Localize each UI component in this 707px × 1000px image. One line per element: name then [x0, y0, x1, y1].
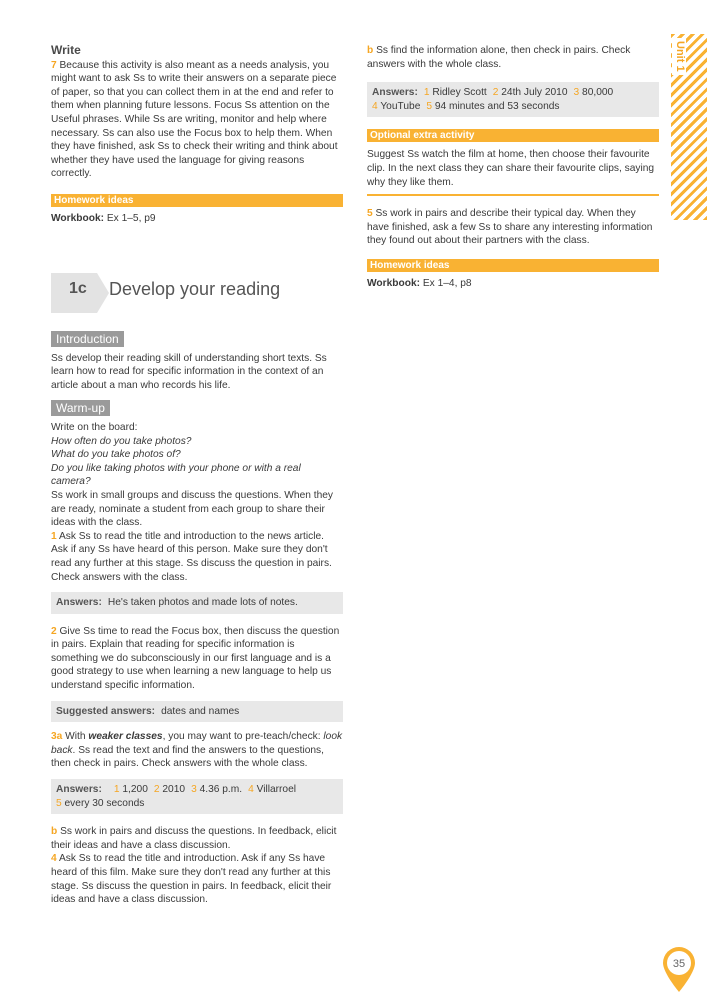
exercise-b: b Ss find the information alone, then check in pairs. Check answers with the whole class.: [367, 45, 631, 70]
map-pin-icon: [661, 945, 697, 993]
warmup-text: Ss work in small groups and discuss the questions. When they are ready, nominate a student from each group to share their ideas with the class.: [51, 489, 333, 529]
answer-box-1: Answers: He's taken photos and made lots of notes.: [51, 592, 343, 614]
warmup-question: Do you like taking photos with your phone or with a real camera?: [51, 462, 301, 488]
workbook-line: Workbook: Ex 1–4, p8: [367, 277, 472, 289]
unit-label: Unit 1: [672, 38, 688, 98]
answer-box-right: Answers: 1 Ridley Scott 2 24th July 2010 3 80,000 4 YouTube 5 94 minutes and 53 seconds: [367, 82, 659, 117]
answer-box-2: Suggested answers: dates and names: [51, 701, 343, 723]
lesson-heading: [51, 273, 351, 313]
warmup-lead: Write on the board:: [51, 421, 138, 433]
left-column: [51, 44, 343, 226]
exercise-4: 4 Ask Ss to read the title and introduction. Ask if any Ss have heard of this film. Make sure they don't read any further at this stage. Ss discuss the question in pairs. In feedback, elicit their ideas and have a class discussion.: [51, 853, 332, 906]
homework-ideas-bar: Homework ideas: [51, 194, 343, 207]
exercise-5: 5 Ss work in pairs and describe their typical day. When they have finished, ask a few Ss to share any interesting information they found out about their partners with the class.: [367, 208, 653, 247]
write-heading: Write: [51, 43, 81, 57]
warmup-question: How often do you take photos?: [51, 435, 192, 447]
exercise-1: 1 Ask Ss to read the title and introduction to the news article. Ask if any Ss have heard of this person. Make sure they don't read any further at this stage. Ss discuss the question in pairs. Check answers with the class.: [51, 530, 332, 583]
homework-ideas-bar: Homework ideas: [367, 259, 659, 272]
introduction-text: Ss develop their reading skill of understanding short texts. Ss learn how to read for specific information in the context of an article about a man who records his life.: [51, 352, 327, 391]
warmup-bar: Warm-up: [51, 400, 110, 416]
exercise-3b: b Ss work in pairs and discuss the questions. In feedback, elicit their ideas and have a class discussion.: [51, 826, 337, 851]
page-number-pin: [661, 945, 697, 993]
answer-box-3: Answers: 1 1,200 2 2010 3 4.36 p.m. 4 Villarroel 5 every 30 seconds: [51, 779, 343, 814]
warmup-question: What do you take photos of?: [51, 449, 181, 461]
right-column: [367, 44, 659, 291]
exercise-2: 2 Give Ss time to read the Focus box, then discuss the question in pairs. Explain that reading for specific information is something we do subconsciously in our first language and is a good strategy to use when learning a new language to help us understand specific information.: [51, 625, 340, 692]
lesson-tab-arrow: [97, 273, 109, 313]
workbook-line: Workbook: Ex 1–5, p9: [51, 212, 156, 224]
introduction-bar: Introduction: [51, 331, 124, 347]
optional-activity-bar: Optional extra activity: [367, 129, 659, 142]
write-paragraph: 7 Because this activity is also meant as a needs analysis, you might want to ask Ss to write their answers on a separate piece of paper, so that you can collect them in at the end and refer to them when planning future lessons. Focus Ss attention on the Useful phrases. While Ss are writing, monitor and help where necessary. Ss can also use the Focus box to help them. When they have finished, ask Ss to check their writing and think about whether they have used the language for giving reasons correctly.: [51, 59, 338, 180]
left-column-lower: [51, 331, 343, 907]
optional-activity-text: Suggest Ss watch the film at home, then choose their favourite clip. In the next class they can share their favourite clips, saying why they like them.: [367, 149, 655, 188]
lesson-title: Develop your reading: [109, 279, 281, 299]
exercise-number: 7: [51, 59, 57, 71]
exercise-3a: 3a With weaker classes, you may want to pre-teach/check: look back. Ss read the text and find the answers to the questions, then check in pairs. Check answers with the whole class.: [51, 731, 343, 770]
lesson-code: 1c: [69, 280, 87, 297]
page-number: 35: [672, 958, 686, 970]
